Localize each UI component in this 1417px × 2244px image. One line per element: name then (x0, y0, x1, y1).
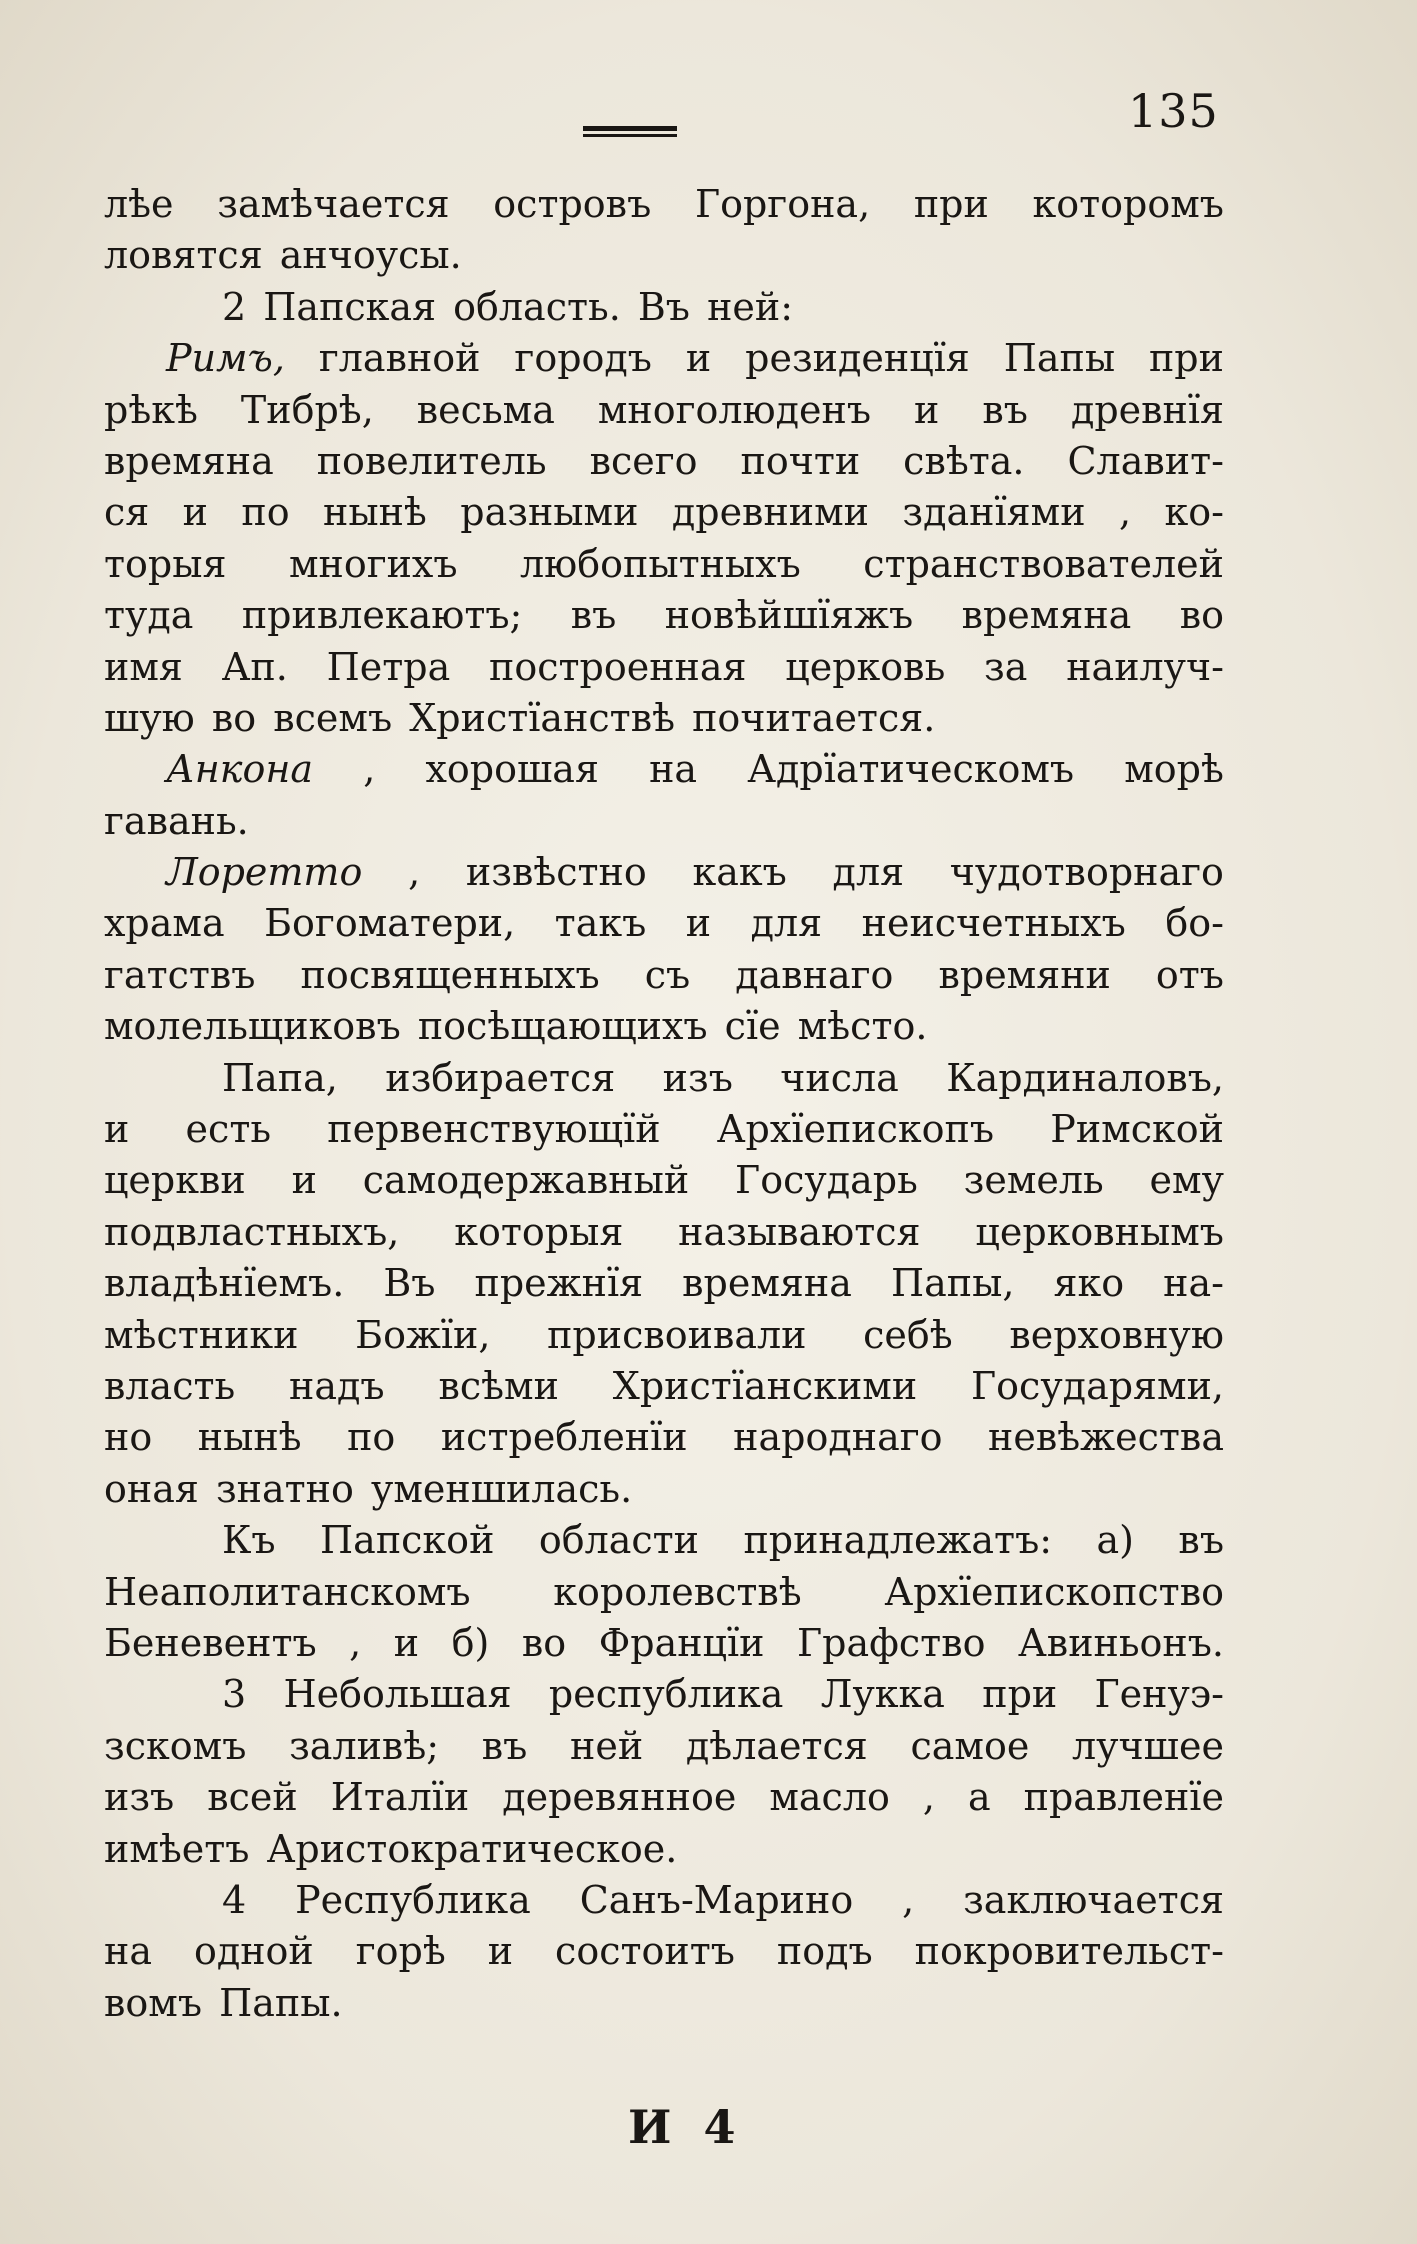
word: новѣйшїяжъ (664, 593, 914, 638)
word: отъ (1155, 952, 1224, 997)
word: Архїепископство (884, 1569, 1224, 1614)
word: Божїи, (355, 1312, 491, 1357)
text-line (104, 1568, 1224, 1616)
word: Авиньонъ. (1018, 1620, 1224, 1665)
word: древнїя (1070, 387, 1224, 432)
word: одной (193, 1929, 314, 1974)
word: въ (481, 1723, 528, 1768)
text-line (104, 1773, 1224, 1821)
word: Государь (735, 1158, 918, 1203)
text-line (104, 1362, 1224, 1410)
word: подвластныхъ, (104, 1209, 400, 1254)
word: построенная (489, 644, 747, 689)
word: Славит- (1067, 438, 1224, 483)
word: вомъ (104, 1980, 203, 2025)
word: древними (671, 490, 869, 535)
word: Римской (1050, 1107, 1224, 1152)
word: извѣстно (465, 850, 647, 895)
word: времяни (938, 952, 1111, 997)
text-line (104, 1208, 1224, 1256)
word: а (967, 1775, 991, 1820)
word: любопытныхъ (520, 541, 801, 586)
word: анчоусы. (279, 233, 462, 278)
word: Санъ-Марино (579, 1877, 854, 1922)
word: дѣлается (685, 1723, 868, 1768)
word: республика (548, 1672, 784, 1717)
word: , (408, 850, 421, 895)
word: горѣ (355, 1929, 446, 1974)
word: Беневентъ (104, 1620, 317, 1665)
word: заливѣ; (289, 1723, 440, 1768)
word: на- (1163, 1261, 1224, 1306)
word: уменшилась. (370, 1466, 633, 1511)
text-line (104, 1619, 1224, 1667)
word: а) (1096, 1518, 1134, 1563)
word: Папа, (222, 1055, 338, 1100)
word: числа (780, 1055, 899, 1100)
word: первенствующїй (327, 1107, 661, 1152)
word: Ап. (221, 644, 288, 689)
word: посвященныхъ (300, 952, 600, 997)
word: яко (1053, 1261, 1125, 1306)
word: имя (104, 644, 183, 689)
word: всего (589, 438, 698, 483)
word: и (914, 387, 940, 432)
word: Адрїатическомъ (747, 747, 1075, 792)
word: ловятся (104, 233, 263, 278)
word: при (1148, 336, 1224, 381)
word: странствователей (863, 541, 1224, 586)
word: , (922, 1775, 935, 1820)
word: Францїи (598, 1620, 765, 1665)
word: бо- (1165, 901, 1224, 946)
text-line (104, 1516, 1224, 1564)
word: морѣ (1124, 747, 1224, 792)
word: какъ (692, 850, 787, 895)
text-line (104, 1722, 1224, 1770)
word: рѣкѣ (104, 387, 198, 432)
word: самодержавный (362, 1158, 690, 1203)
word: весьма (416, 387, 555, 432)
word: самое (910, 1723, 1030, 1768)
word: и (393, 1620, 420, 1665)
word: гавань. (104, 798, 249, 843)
text-line (104, 694, 1224, 742)
word: всѣми (438, 1363, 559, 1408)
text-line (104, 951, 1224, 999)
word: Христїанствѣ (409, 695, 676, 740)
word: Аристократическое. (266, 1826, 678, 1871)
word: для (832, 850, 905, 895)
text-line (104, 540, 1224, 588)
text-line (104, 745, 1224, 793)
text-line (104, 591, 1224, 639)
word: нынѣ (323, 490, 427, 535)
word: 4 (222, 1877, 247, 1922)
word: области (538, 1518, 700, 1563)
word: ней (570, 1723, 644, 1768)
word: но (104, 1415, 153, 1460)
word: шую (104, 695, 195, 740)
word: Горгона, (694, 182, 871, 226)
word: присвоивали (547, 1312, 807, 1357)
word: наилуч- (1066, 644, 1224, 689)
word: Въ (637, 284, 690, 329)
word: Лоретто (166, 850, 363, 895)
word: церкви (104, 1158, 246, 1203)
text-line (104, 1465, 1224, 1513)
word: свѣта. (903, 438, 1025, 483)
word: земель (963, 1158, 1104, 1203)
word: церковнымъ (975, 1209, 1224, 1254)
word: такъ (554, 901, 647, 946)
text-line (104, 180, 1224, 228)
word: во (1179, 593, 1224, 638)
word: и (685, 336, 712, 381)
word: ему (1149, 1158, 1224, 1203)
word: Генуэ- (1094, 1672, 1224, 1717)
word: королевствѣ (553, 1569, 802, 1614)
word: и (685, 901, 712, 946)
word: принадлежатъ: (743, 1518, 1053, 1563)
word: повелитель (316, 438, 547, 483)
word: мѣстники (104, 1312, 299, 1357)
word: , (902, 1877, 915, 1922)
word: невѣжества (988, 1415, 1224, 1460)
text-line (104, 1979, 1224, 2027)
word: Государями, (971, 1363, 1224, 1408)
word: при (982, 1672, 1058, 1717)
word: всей (207, 1775, 298, 1820)
text-line (104, 1156, 1224, 1204)
word: покровительст- (914, 1929, 1224, 1974)
word: и (291, 1158, 317, 1203)
word: 2 (222, 284, 247, 329)
text-line (104, 1825, 1224, 1873)
word: деревянное (502, 1775, 737, 1820)
text-line (104, 1105, 1224, 1153)
text-line (104, 1311, 1224, 1359)
word: и (182, 490, 208, 535)
word: многихъ (288, 541, 458, 586)
signature-mark: И 4 (628, 2100, 744, 2154)
word: 3 (222, 1672, 247, 1717)
page-number: 135 (1128, 84, 1219, 138)
word: называются (678, 1209, 921, 1254)
word: нынѣ (197, 1415, 302, 1460)
word: Кардиналовъ, (946, 1055, 1224, 1100)
word: съ (644, 952, 691, 997)
word: во (211, 695, 257, 740)
word: лѣе (104, 182, 174, 226)
word: привлекаютъ; (241, 593, 523, 638)
text-line (104, 1054, 1224, 1102)
word: Петра (326, 644, 451, 689)
word: по (241, 490, 290, 535)
word: ней: (707, 284, 794, 329)
text-line (104, 848, 1224, 896)
text-line (104, 231, 1224, 279)
text-line (104, 1876, 1224, 1924)
text-line (104, 643, 1224, 691)
word: изъ (104, 1775, 175, 1820)
word: Въ (383, 1261, 436, 1306)
word: неисчетныхъ (861, 901, 1126, 946)
word: главной (318, 336, 481, 381)
text-line (104, 1413, 1224, 1461)
word: масло (769, 1775, 890, 1820)
word: , (363, 747, 376, 792)
word: ко- (1164, 490, 1224, 535)
word: подъ (776, 1929, 873, 1974)
word: имѣетъ (104, 1826, 250, 1871)
word: хорошая (425, 747, 599, 792)
word: Италїи (330, 1775, 470, 1820)
word: Анкона (166, 747, 314, 792)
word: давнаго (735, 952, 894, 997)
word: власть (104, 1363, 236, 1408)
text-line (104, 1670, 1224, 1718)
text-line (104, 437, 1224, 485)
word: почти (740, 438, 861, 483)
word: Лукка (820, 1672, 945, 1717)
word: островъ (493, 182, 652, 226)
word: себѣ (863, 1312, 953, 1357)
word: Христїанскими (612, 1363, 918, 1408)
word: резиденцїя (745, 336, 970, 381)
word: зданїями (902, 490, 1086, 535)
word: избирается (385, 1055, 616, 1100)
word: Небольшая (283, 1672, 512, 1717)
word: верховную (1009, 1312, 1224, 1357)
word: область. (453, 284, 621, 329)
word: Богоматери, (264, 901, 516, 946)
word: прежнїя (474, 1261, 644, 1306)
word: Къ (222, 1518, 276, 1563)
word: состоитъ (555, 1929, 735, 1974)
word: многолюденъ (597, 387, 872, 432)
word: Республика (295, 1877, 531, 1922)
word: Папской (320, 1518, 495, 1563)
word: разными (460, 490, 639, 535)
text-line (104, 488, 1224, 536)
text-line (104, 334, 1224, 382)
word: туда (104, 593, 194, 638)
word: Папы (1003, 336, 1116, 381)
word: которыя (454, 1209, 624, 1254)
header-double-rule (583, 126, 677, 140)
word: ся (104, 490, 150, 535)
word: есть (185, 1107, 272, 1152)
word: Папы. (219, 1980, 343, 2025)
word: торыя (104, 541, 227, 586)
word: для (750, 901, 823, 946)
word: и (104, 1107, 130, 1152)
word: гатствъ (104, 952, 256, 997)
word: Тибрѣ, (240, 387, 374, 432)
text-line (104, 283, 1224, 331)
word: оная (104, 1466, 199, 1511)
word: которомъ (1032, 182, 1224, 226)
word: церковь (785, 644, 946, 689)
word: замѣчается (217, 182, 450, 226)
word: времяна (104, 438, 274, 483)
word: посѣщающихъ (417, 1004, 708, 1049)
word: Архїепископъ (716, 1107, 995, 1152)
word: въ (570, 593, 617, 638)
word: зскомъ (104, 1723, 247, 1768)
word: при (913, 182, 989, 226)
text-line (104, 899, 1224, 947)
word: на (649, 747, 698, 792)
word: городъ (514, 336, 652, 381)
word: въ (982, 387, 1028, 432)
word: чудотворнаго (949, 850, 1224, 895)
word: народнаго (733, 1415, 943, 1460)
text-line (104, 1259, 1224, 1307)
text-line (104, 1002, 1224, 1050)
word: заключается (963, 1877, 1224, 1922)
word: времяна (682, 1261, 852, 1306)
word: во (521, 1620, 567, 1665)
word: мѣсто. (797, 1004, 928, 1049)
word: сїе (724, 1004, 781, 1049)
word: надъ (289, 1363, 385, 1408)
word: и (487, 1929, 514, 1974)
word: , (1118, 490, 1132, 535)
word: правленїе (1023, 1775, 1224, 1820)
word: Папы, (890, 1261, 1015, 1306)
word: Папская (263, 284, 437, 329)
word: за (984, 644, 1028, 689)
text-line (104, 1927, 1224, 1975)
word: истребленїи (440, 1415, 688, 1460)
word: по (347, 1415, 396, 1460)
text-line (104, 797, 1224, 845)
word: Графство (797, 1620, 986, 1665)
word: времяна (961, 593, 1132, 638)
word: , (349, 1620, 362, 1665)
word: Неаполитанскомъ (104, 1569, 471, 1614)
word: молельщиковъ (104, 1004, 401, 1049)
text-line (104, 386, 1224, 434)
word: на (104, 1929, 152, 1974)
word: Римъ, (166, 336, 285, 381)
word: въ (1178, 1518, 1224, 1563)
body-text (104, 180, 1224, 2030)
word: лучшее (1072, 1723, 1224, 1768)
word: почитается. (692, 695, 936, 740)
word: всемъ (273, 695, 393, 740)
word: владѣнїемъ. (104, 1261, 345, 1306)
word: б) (451, 1620, 490, 1665)
word: изъ (662, 1055, 733, 1100)
word: храма (104, 901, 225, 946)
word: знатно (215, 1466, 354, 1511)
